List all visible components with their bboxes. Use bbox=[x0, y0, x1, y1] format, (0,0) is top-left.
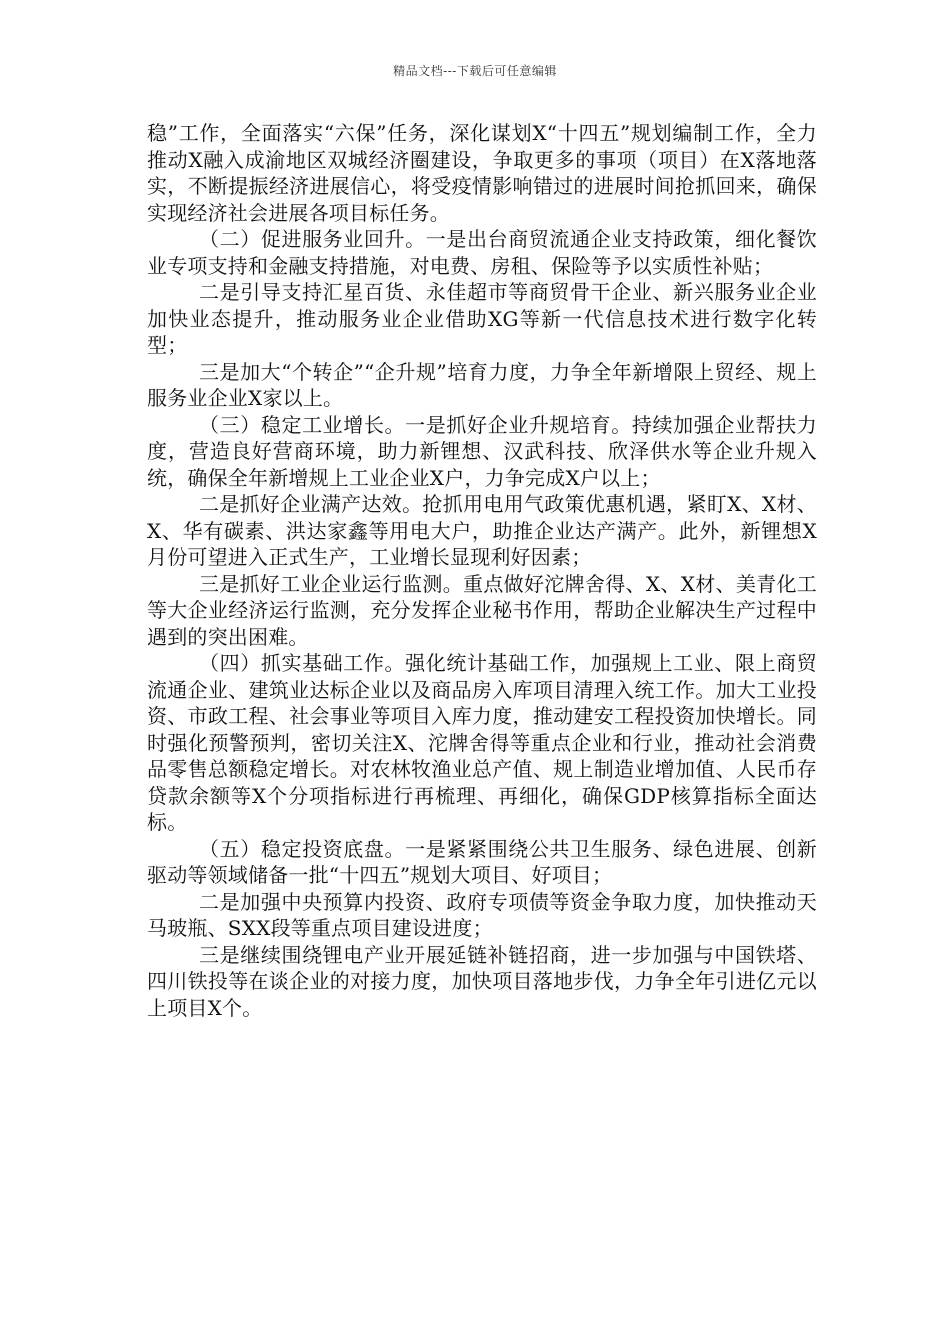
paragraph-10: 二是加强中央预算内投资、政府专项债等资金争取力度，加快推动天马玻瓶、SXX段等重点项目建设进度； bbox=[147, 889, 817, 940]
paragraph-6: 二是抓好企业满产达效。抢抓用电用气政策优惠机遇，紧盯X、X材、X、华有碳素、洪达家鑫等用电大户，助推企业达产满产。此外，新锂想X月份可望进入正式生产，工业增长显现利好因素； bbox=[147, 492, 817, 569]
paragraph-8: （四）抓实基础工作。强化统计基础工作，加强规上工业、限上商贸流通企业、建筑业达标企业以及商品房入库项目清理入统工作。加大工业投资、市政工程、社会事业等项目入库力度，推动建安工程投资加快增长。同时强化预警预判，密切关注X、沱牌舍得等重点企业和行业，推动社会消费品零售总额稳定增长。对农林牧渔业总产值、规上制造业增加值、人民币存贷款余额等X个分项指标进行再梳理、再细化，确保GDP核算指标全面达标。 bbox=[147, 651, 817, 834]
paragraph-5: （三）稳定工业增长。一是抓好企业升规培育。持续加强企业帮扶力度，营造良好营商环境，助力新锂想、汉武科技、欣泽供水等企业升规入统，确保全年新增规上工业企业X户，力争完成X户以上； bbox=[147, 412, 817, 490]
paragraph-3: 二是引导支持汇星百货、永佳超市等商贸骨干企业、新兴服务业企业加快业态提升，推动服务业企业借助XG等新一代信息技术进行数字化转型； bbox=[147, 280, 817, 357]
document-body bbox=[147, 120, 817, 1021]
page-header: 精品文档---下载后可任意编辑 bbox=[393, 64, 557, 78]
paragraph-7: 三是抓好工业企业运行监测。重点做好沱牌舍得、X、X材、美青化工等大企业经济运行监测，充分发挥企业秘书作用，帮助企业解决生产过程中遇到的突出困难。 bbox=[147, 571, 817, 649]
paragraph-9: （五）稳定投资底盘。一是紧紧围绕公共卫生服务、绿色进展、创新驱动等领域储备一批“十四五”规划大项目、好项目； bbox=[147, 836, 817, 887]
paragraph-1: 稳”工作，全面落实“六保”任务，深化谋划X“十四五”规划编制工作，全力推动X融入成渝地区双城经济圈建设，争取更多的事项（项目）在X落地落实，不断提振经济进展信心，将受疫情影响错过的进展时间抢抓回来，确保实现经济社会进展各项目标任务。 bbox=[147, 121, 817, 225]
paragraph-4: 三是加大“个转企”“企升规”培育力度，力争全年新增限上贸经、规上服务业企业X家以上。 bbox=[147, 359, 817, 410]
paragraph-11: 三是继续围绕锂电产业开展延链补链招商，进一步加强与中国铁塔、四川铁投等在谈企业的对接力度，加快项目落地步伐，力争全年引进亿元以上项目X个。 bbox=[147, 942, 817, 1020]
paragraph-2: （二）促进服务业回升。一是出台商贸流通企业支持政策，细化餐饮业专项支持和金融支持措施，对电费、房租、保险等予以实质性补贴； bbox=[147, 227, 817, 278]
